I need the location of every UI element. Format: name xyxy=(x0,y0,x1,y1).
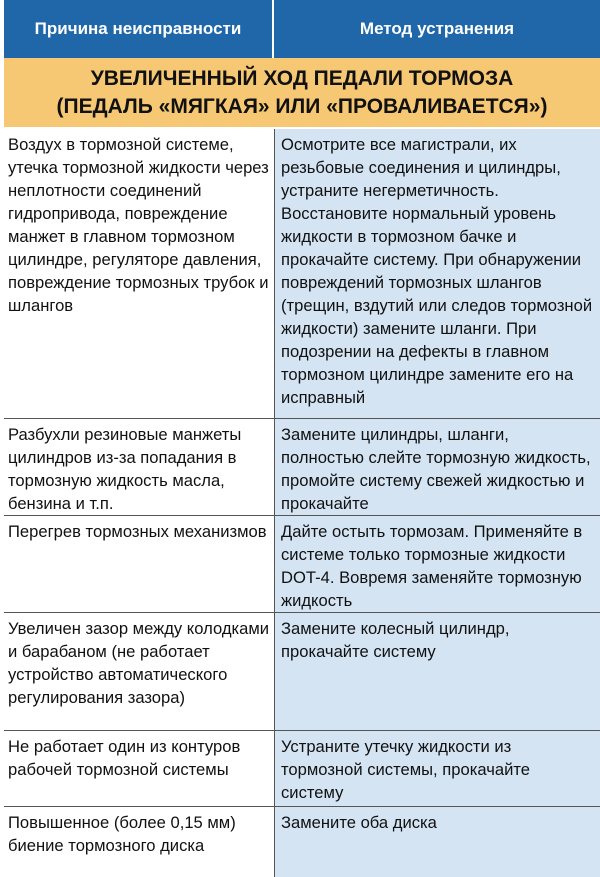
header-fix: Метод устранения xyxy=(359,19,515,38)
cause-cell: Не работает один из контуров рабочей тормозной системы xyxy=(4,731,274,807)
table-row xyxy=(4,613,600,731)
cause-cell: Перегрев тормозных механизмов xyxy=(4,516,274,613)
banner-line-2: (ПЕДАЛЬ «МЯГКАЯ» ИЛИ «ПРОВАЛИВАЕТСЯ») xyxy=(56,95,548,118)
table-row xyxy=(4,807,600,877)
cause-cell: Разбухли резиновые манжеты цилиндров из-за попадания в тормозную жидкость масла, бензина и т.п. xyxy=(4,419,274,516)
fix-cell: Устраните утечку жидкости из тормозной системы, прокачайте систему xyxy=(274,731,600,807)
fix-cell: Замените колесный цилиндр, прокачайте систему xyxy=(274,613,600,731)
cause-cell: Воздух в тормозной системе, утечка тормозной жидкости через неплотности соединений гидропривода, повреждение манжет в главном тормозном цилиндре, регуляторе давления, повреждение тормозных трубок и шлангов xyxy=(4,129,274,419)
table-header xyxy=(4,0,600,58)
section-banner xyxy=(4,58,600,129)
cause-cell: Увеличен зазор между колодками и барабаном (не работает устройство автоматического регулирования зазора) xyxy=(4,613,274,731)
table-row xyxy=(4,419,600,516)
banner-line-1: УВЕЛИЧЕННЫЙ ХОД ПЕДАЛИ ТОРМОЗА xyxy=(90,67,514,90)
fix-cell: Замените оба диска xyxy=(274,807,600,877)
header-cause: Причина неисправности xyxy=(4,0,274,58)
table-row xyxy=(4,129,600,419)
table-row xyxy=(4,516,600,613)
table-row xyxy=(4,731,600,807)
fix-cell: Осмотрите все магистрали, их резьбовые соединения и цилиндры, устраните негерметичность. Восстановите нормальный уровень жидкости в тормозном бачке и прокачайте систему. При обнаружении повреждений тормозных шлангов (трещин, вздутий или следов тормозной жидкости) замените шланги. При подозрении на дефекты в главном тормозном цилиндре замените его на исправный xyxy=(274,129,600,419)
cause-cell: Повышенное (более 0,15 мм) биение тормозного диска xyxy=(4,807,274,877)
fix-cell: Замените цилиндры, шланги, полностью слейте тормозную жидкость, промойте систему свежей жидкостью и прокачайте xyxy=(274,419,600,516)
fix-cell: Дайте остыть тормозам. Применяйте в системе только тормозные жидкости DOT-4. Вовремя заменяйте тормозную жидкость xyxy=(274,516,600,613)
